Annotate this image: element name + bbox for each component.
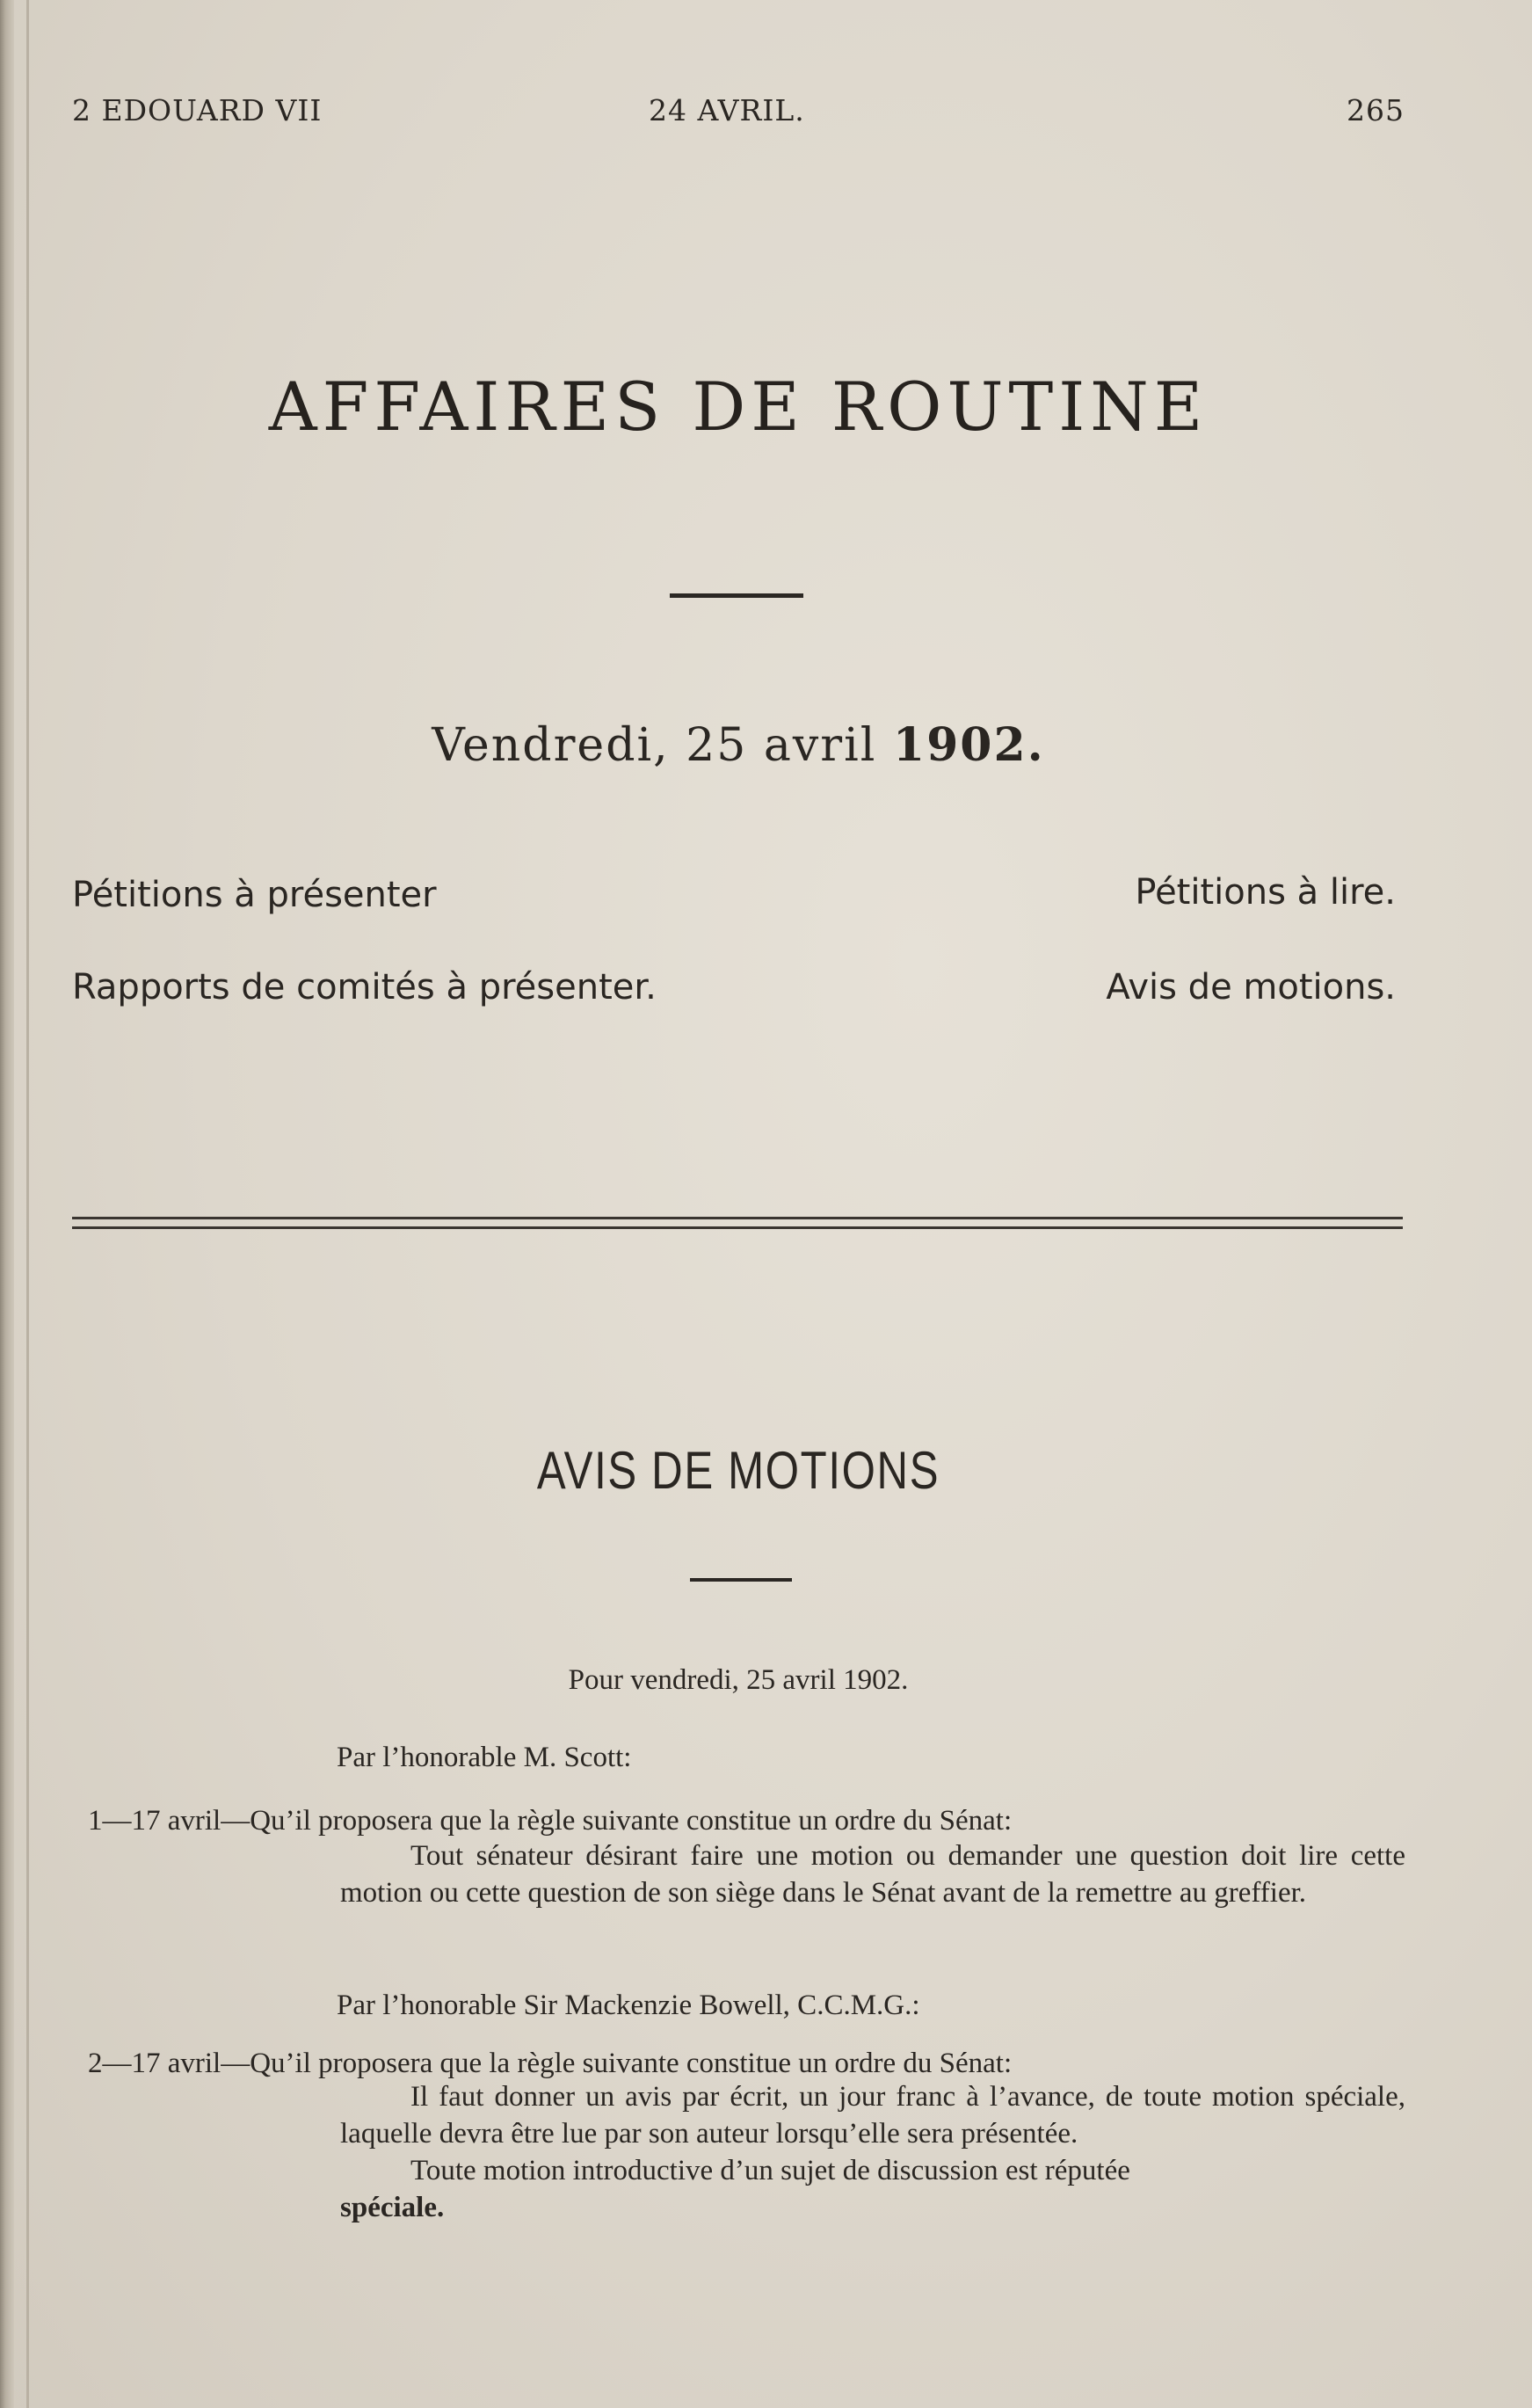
date-year: 1902. [892, 718, 1045, 772]
book-binding [0, 0, 14, 2408]
margin-line [26, 0, 29, 2408]
motion-1-paragraph: Tout sénateur désirant faire une motion ou demander une question doit lire cette motion ou cette question de son siège dans le Sénat avant de la remettre au greffier. [340, 1840, 1405, 1909]
motion-2-author: Par l’honorable Sir Mackenzie Bowell, C.C.M.G.: [337, 1990, 920, 2021]
agenda-petitions-presenter: Pétitions à présenter [72, 875, 437, 915]
motion-1-body [340, 1837, 1405, 1911]
motion-2-body [340, 2078, 1405, 2226]
date-text: Vendredi, 25 avril [432, 719, 877, 772]
motion-1-heading: 1—17 avril—Qu’il proposera que la règle suivante constitue un ordre du Sénat: [88, 1805, 1013, 1837]
title-divider [670, 593, 803, 598]
motion-2-paragraph-1: Il faut donner un avis par écrit, un jour franc à l’avance, de toute motion spéciale, laquelle devra être lue par son auteur lorsqu’elle sera présentée. [340, 2081, 1405, 2150]
motion-2-paragraph-2: Toute motion introductive d’un sujet de discussion est réputée [410, 2155, 1130, 2186]
agenda-rapports: Rapports de comités à présenter. [72, 967, 657, 1008]
agenda-avis: Avis de motions. [1106, 967, 1396, 1008]
page-title: AFFAIRES DE ROUTINE [268, 367, 1209, 446]
agenda-petitions-lire: Pétitions à lire. [1135, 872, 1396, 913]
date-line [0, 718, 1477, 772]
running-head-center: 24 AVRIL. [649, 93, 805, 127]
running-head [72, 93, 1405, 132]
motion-2-paragraph-end: spéciale. [340, 2192, 445, 2223]
running-head-left: 2 EDOUARD VII [72, 93, 323, 127]
page-number: 265 [1347, 93, 1405, 127]
motion-2-heading: 2—17 avril—Qu’il proposera que la règle suivante constitue un ordre du Sénat: [88, 2048, 1013, 2079]
section-title: AVIS DE MOTIONS [536, 1441, 940, 1500]
pour-date: Pour vendredi, 25 avril 1902. [568, 1664, 909, 1696]
section-title-divider [690, 1578, 792, 1582]
motion-1-author: Par l’honorable M. Scott: [337, 1742, 632, 1773]
section-divider [72, 1217, 1403, 1229]
